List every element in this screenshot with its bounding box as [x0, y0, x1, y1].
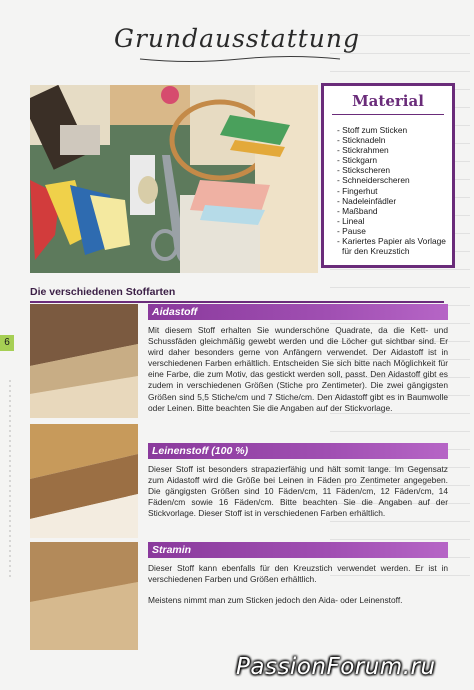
stramin-heading: Stramin — [148, 542, 448, 558]
aidastoff-fabric-photo — [30, 304, 138, 418]
aidastoff-text: Mit diesem Stoff erhalten Sie wunderschöne Quadrate, da die Kett- und Schussfäden gleichmäßig gewebt werden und die Löcher gut sichtbar sind. Er wird daher besonders gerne von Anfängern verwendet. Der Aidastoff ist in verschiedenen Farben erhältlich. Entscheiden Sie sich bitte nach Möglichkeit für eine Farbe, die zum Motiv, das gestickt werden soll, passt. Den Aidastoff gibt es zudem in verschiedenen Größen (Stiche pro Zentimeter). Die zwei gängigsten Größen sind 5,5 Stiche/cm und 7 Stiche/cm. Den Aidastoff gibt es in Baumwolle oder Leinen. Bitte beachten Sie die Angaben auf der Stickvorlage. — [148, 325, 448, 413]
material-item: - Pause — [337, 226, 452, 236]
material-box — [321, 83, 455, 268]
material-item: - Fingerhut — [337, 186, 452, 196]
material-item: - Maßband — [337, 206, 452, 216]
leinenstoff-heading: Leinenstoff (100 %) — [148, 443, 448, 459]
page-title: Grundausstattung — [113, 24, 361, 53]
leinenstoff-text: Dieser Stoff ist besonders strapazierfähig und hält somit lange. Im Gegensatz zum Aidastoff wird die Größe bei Leinen in Fäden pro Zentimeter angegeben. Die gängigsten Größen sind 10 Fäden/cm, 11 Fäden/cm, 12 Fäden/cm, 14 Fäden/cm sowie 16 Fäden/cm. Bitte beachten Sie die Angaben auf der Stickvorlage. Dieser Stoff ist in verschiedenen Farben erhältlich. — [148, 464, 448, 519]
leinenstoff-fabric-photo — [30, 424, 138, 538]
dotted-border-decoration — [5, 380, 15, 580]
aidastoff-heading: Aidastoff — [148, 304, 448, 320]
stramin-section — [148, 542, 448, 606]
section-heading: Die verschiedenen Stoffarten — [30, 286, 444, 303]
stramin-text: Dieser Stoff kann ebenfalls für den Kreuzstich verwendet werden. Er ist in verschiedenen Farben und Größen erhältlich. — [148, 563, 448, 585]
material-item: - Stickrahmen — [337, 145, 452, 155]
stramin-text-note: Meistens nimmt man zum Sticken jedoch den Aida- oder Leinenstoff. — [148, 595, 403, 606]
material-list — [337, 125, 452, 256]
material-item: - Sticknadeln — [337, 135, 452, 145]
watermark: PassionForum.ru — [236, 654, 436, 680]
material-item: - Nadeleinfädler — [337, 196, 452, 206]
material-item: - Stickscheren — [337, 165, 452, 175]
material-item: - Stoff zum Sticken — [337, 125, 452, 135]
sewing-supplies-photo — [30, 85, 318, 273]
leinenstoff-section — [148, 443, 448, 519]
material-item: - Schneiderscheren — [337, 175, 452, 185]
material-item: - Kariertes Papier als Vorlage für den Kreuzstich — [337, 236, 452, 256]
material-item: - Stickgarn — [337, 155, 452, 165]
aidastoff-section — [148, 304, 448, 414]
material-item: - Lineal — [337, 216, 452, 226]
title-flourish — [130, 54, 350, 64]
page-number-tab: 6 — [0, 335, 14, 351]
stramin-fabric-photo — [30, 542, 138, 650]
material-title: Material — [332, 92, 444, 115]
